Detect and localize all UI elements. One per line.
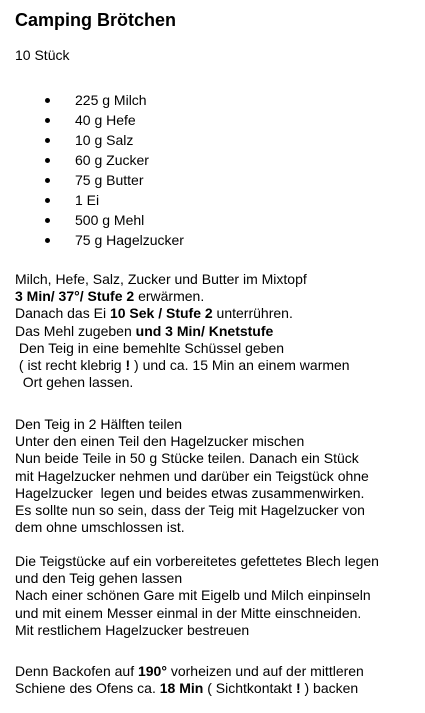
ingredient-text: 500 g Mehl: [75, 212, 145, 228]
step-text: unterrühren.: [212, 305, 293, 322]
step-text: ( Sichtkontakt: [203, 680, 296, 697]
step-line: Es sollte nun so sein, dass der Teig mit Hagelzucker von: [15, 502, 365, 519]
step-text: Danach das Ei: [15, 305, 110, 322]
bullet-icon: [45, 198, 50, 203]
step-line: Unter den einen Teil den Hagelzucker mischen: [15, 433, 305, 450]
step-text: Ort gehen lassen.: [15, 374, 134, 391]
step-text: Den Teig in eine bemehlte Schüssel geben: [15, 339, 285, 356]
step-line: Die Teigstücke auf ein vorbereitetes gefettetes Blech legen: [15, 553, 379, 569]
step-line: [15, 357, 350, 374]
step-line: Nach einer schönen Gare mit Eigelb und Milch einpinseln: [15, 587, 371, 604]
step-text: ( ist recht klebrig: [15, 357, 126, 374]
step-line: [15, 663, 364, 680]
step-line: und den Teig gehen lassen: [15, 570, 183, 587]
step-text: Milch, Hefe, Salz, Zucker und Butter im Mixtopf: [15, 271, 307, 287]
bullet-icon: [45, 98, 50, 103]
step-line: Den Teig in 2 Hälften teilen: [15, 416, 183, 432]
step-text: ) backen: [300, 680, 359, 697]
step-text: ) und ca. 15 Min an einem warmen: [130, 357, 350, 374]
bullet-icon: [45, 158, 50, 163]
step-line: [15, 323, 350, 340]
step-text: vorheizen und auf der mittleren: [166, 663, 364, 679]
step-line: [15, 305, 350, 322]
ingredient-text: 1 Ei: [75, 192, 100, 208]
step-text: erwärmen.: [134, 288, 205, 305]
step-line: Hagelzucker legen und beides etwas zusammenwirken.: [15, 484, 365, 501]
bullet-icon: [45, 178, 50, 183]
step-line: [15, 271, 350, 288]
step-setting: 3 Min/ 37°/ Stufe 2: [15, 288, 135, 305]
step-setting: und 3 Min/ Knetstufe: [135, 322, 274, 339]
step-setting: 190°: [137, 663, 167, 679]
step-text: Schiene des Ofens ca.: [15, 680, 160, 697]
step-line: Nun beide Teile in 50 g Stücke teilen. Danach ein Stück: [15, 450, 359, 467]
step-line: dem ohne umschlossen ist.: [15, 519, 185, 536]
step-setting: 10 Sek / Stufe 2: [109, 305, 213, 322]
step-line: [15, 340, 350, 357]
step-emphasis: !: [125, 357, 131, 374]
bullet-icon: [45, 218, 50, 223]
step-line: [15, 680, 364, 697]
ingredient-text: 225 g Milch: [75, 92, 147, 108]
step-baking: [15, 663, 364, 697]
ingredient-text: 75 g Butter: [75, 172, 144, 188]
ingredient-text: 75 g Hagelzucker: [75, 232, 184, 248]
step-emphasis: !: [295, 680, 301, 697]
step-proofing: [15, 553, 379, 639]
step-setting: 18 Min: [159, 680, 204, 697]
step-line: [15, 288, 350, 305]
ingredient-text: 10 g Salz: [75, 132, 134, 148]
step-line: und mit einem Messer einmal in der Mitte einschneiden.: [15, 604, 362, 621]
bullet-icon: [45, 118, 50, 123]
bullet-icon: [45, 138, 50, 143]
step-line: mit Hagelzucker nehmen und darüber ein Teigstück ohne: [15, 467, 369, 484]
bullet-icon: [45, 238, 50, 243]
step-line: Mit restlichem Hagelzucker bestreuen: [15, 621, 250, 638]
ingredient-text: 60 g Zucker: [75, 152, 149, 168]
step-text: Das Mehl zugeben: [15, 322, 136, 339]
recipe-title: Camping Brötchen: [15, 10, 177, 30]
step-line: [15, 374, 350, 391]
servings-text: 10 Stück: [15, 47, 70, 63]
step-shaping: [15, 416, 369, 536]
step-text: Denn Backofen auf: [15, 663, 138, 679]
ingredient-text: 40 g Hefe: [75, 112, 136, 128]
step-mixing: [15, 271, 350, 391]
